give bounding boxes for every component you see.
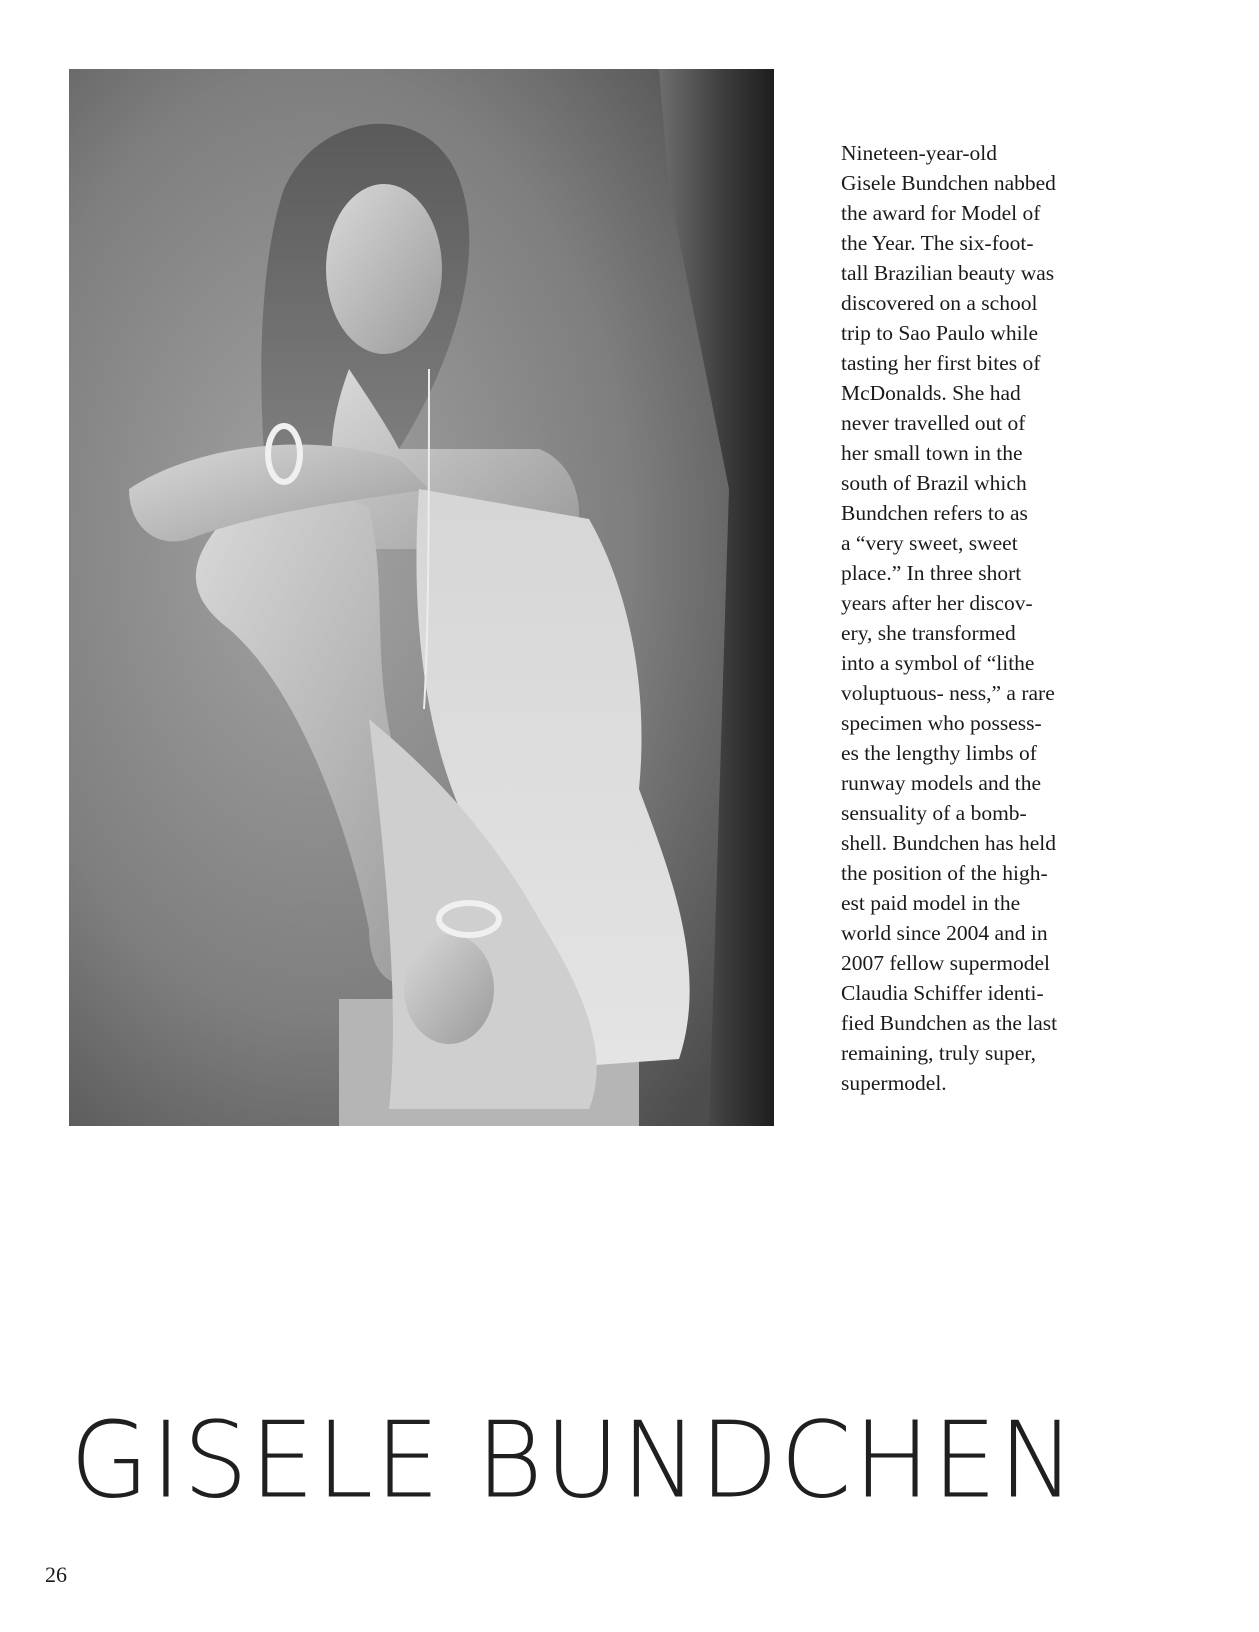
article-line: into a symbol of “lithe [841,651,1035,675]
article-line: fied Bundchen as the last [841,1011,1058,1035]
article-line: world since 2004 and in [841,921,1048,945]
article-line: the award for Model of [841,201,1041,225]
article-line: remaining, truly super, [841,1041,1036,1065]
article-line: her small town in the [841,441,1023,465]
article-line: the Year. The six-foot- [841,231,1034,255]
article-line: tall Brazilian beauty was [841,261,1055,285]
article-line: es the lengthy limbs of [841,741,1037,765]
article-line: place.” In three short [841,561,1022,585]
article-line: south of Brazil which [841,471,1027,495]
portrait-illustration [69,69,774,1126]
article-line: a “very sweet, sweet [841,531,1018,555]
article-line: ery, she transformed [841,621,1016,645]
article-line: runway models and the [841,771,1042,795]
article-line: specimen who possess- [841,711,1042,735]
article-line: est paid model in the [841,891,1021,915]
article-line: never travelled out of [841,411,1026,435]
article-line: Gisele Bundchen nabbed [841,171,1056,195]
article-line: voluptuous- ness,” a rare [841,681,1055,705]
article-line: Bundchen refers to as [841,501,1028,525]
article-line: shell. Bundchen has held [841,831,1056,855]
article-line: Nineteen-year-old [841,141,997,165]
article-line: trip to Sao Paulo while [841,321,1039,345]
article-body [841,138,1111,1098]
article-line: years after her discov- [841,591,1033,615]
article-line: discovered on a school [841,291,1038,315]
article-line: McDonalds. She had [841,381,1021,405]
page-headline: GISELE BUNDCHEN [70,1399,1077,1523]
article-line: the position of the high- [841,861,1048,885]
article-line: supermodel. [841,1071,947,1095]
article-line: sensuality of a bomb- [841,801,1027,825]
article-line: 2007 fellow supermodel [841,951,1050,975]
article-line: tasting her first bites of [841,351,1041,375]
page-number: 26 [45,1562,67,1587]
article-line: Claudia Schiffer identi- [841,981,1044,1005]
portrait-photo [69,69,774,1126]
